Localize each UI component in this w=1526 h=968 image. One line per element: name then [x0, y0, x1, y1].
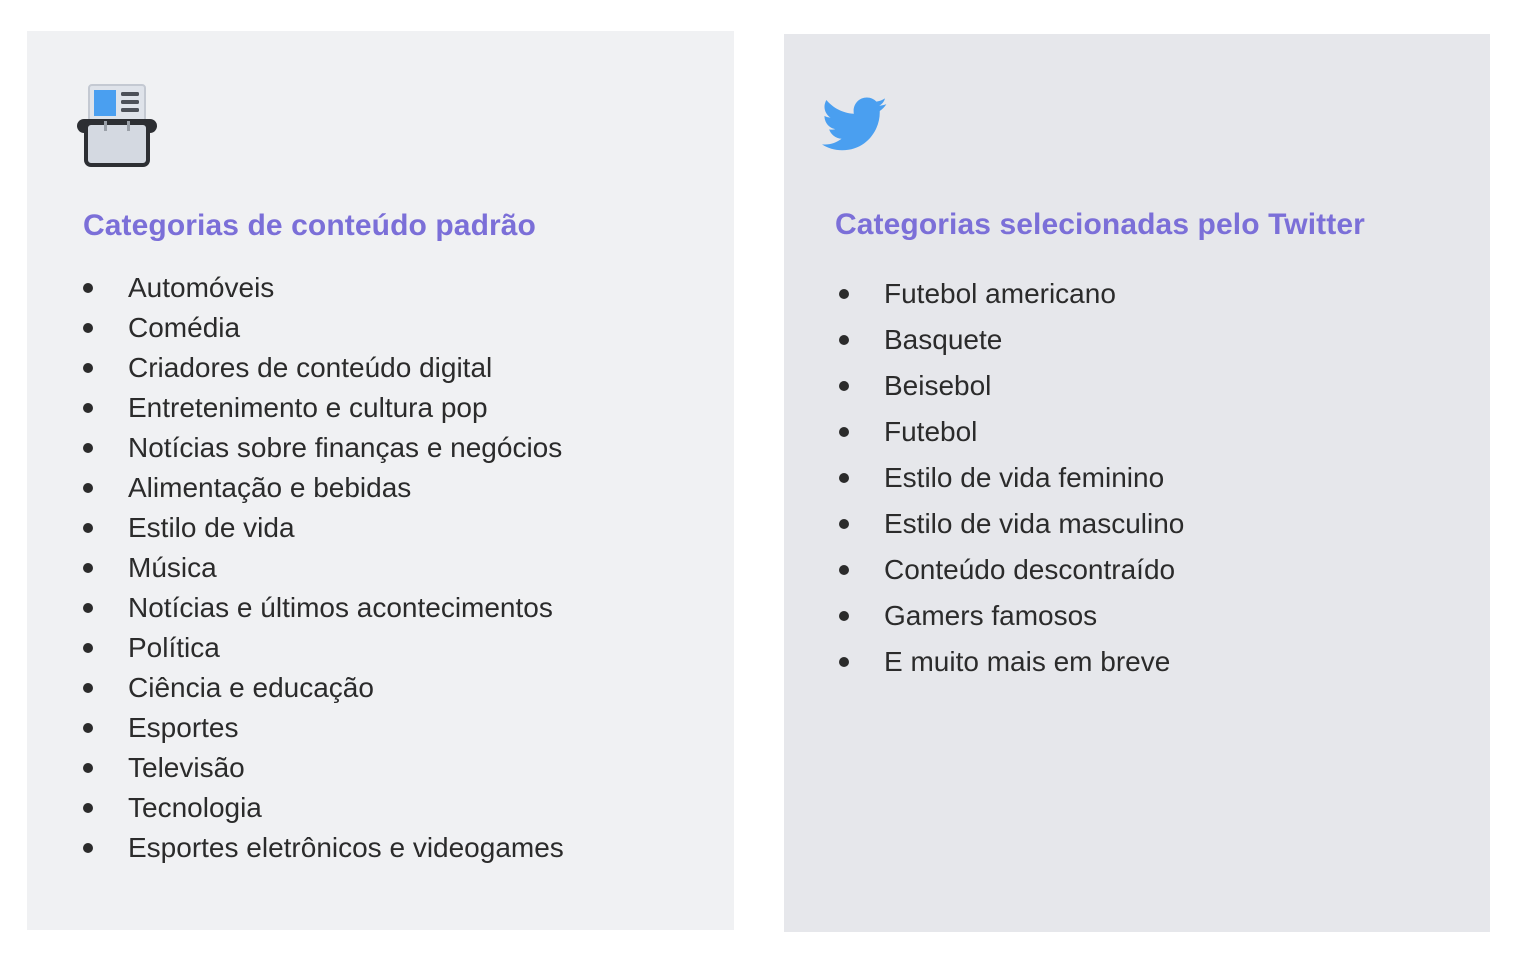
list-item-label: Basquete [884, 324, 1003, 355]
list-item [80, 828, 564, 868]
twitter-bird-icon [822, 96, 888, 154]
list-item [836, 501, 1184, 547]
bullet [83, 443, 93, 453]
list-item [836, 363, 1184, 409]
standard-categories-list [80, 268, 564, 868]
bullet [83, 843, 93, 853]
list-item-label: Futebol [884, 416, 978, 447]
list-item [80, 788, 564, 828]
list-item [80, 348, 564, 388]
bullet [83, 643, 93, 653]
bullet [83, 683, 93, 693]
list-item-label: Esportes eletrônicos e videogames [128, 832, 564, 863]
list-item-label: Criadores de conteúdo digital [128, 352, 493, 383]
twitter-categories-title: Categorias selecionadas pelo Twitter [835, 208, 1365, 241]
list-item-label: Entretenimento e cultura pop [128, 392, 488, 423]
list-item-label: E muito mais em breve [884, 646, 1171, 677]
list-item [80, 708, 564, 748]
list-item-label: Gamers famosos [884, 600, 1098, 631]
list-item [836, 547, 1184, 593]
bullet [839, 381, 849, 391]
list-item [836, 409, 1184, 455]
list-item [80, 548, 564, 588]
list-item-label: Notícias e últimos acontecimentos [128, 592, 553, 623]
list-item [80, 508, 564, 548]
list-item [80, 308, 564, 348]
list-item-label: Futebol americano [884, 278, 1116, 309]
bullet [83, 403, 93, 413]
bullet [83, 323, 93, 333]
bullet [839, 289, 849, 299]
twitter-categories-panel [784, 34, 1490, 932]
bullet [839, 565, 849, 575]
list-item-label: Conteúdo descontraído [884, 554, 1176, 585]
list-item [836, 271, 1184, 317]
list-item-label: Esportes [128, 712, 239, 743]
list-item-label: Automóveis [128, 272, 275, 303]
bullet [83, 603, 93, 613]
bullet [839, 427, 849, 437]
bullet [839, 657, 849, 667]
bullet [83, 483, 93, 493]
standard-categories-panel [27, 31, 734, 930]
list-item [80, 588, 564, 628]
list-item-label: Comédia [128, 312, 241, 343]
list-item [836, 639, 1184, 685]
standard-categories-title: Categorias de conteúdo padrão [83, 209, 536, 242]
bullet [839, 473, 849, 483]
bullet [83, 723, 93, 733]
list-item-label: Estilo de vida [128, 512, 295, 543]
bullet [839, 335, 849, 345]
newspaper-card-index-icon [75, 83, 159, 167]
list-item [80, 268, 564, 308]
list-item [836, 593, 1184, 639]
list-item-label: Beisebol [884, 370, 992, 401]
bullet [839, 519, 849, 529]
list-item-label: Estilo de vida feminino [884, 462, 1165, 493]
list-item-label: Ciência e educação [128, 672, 374, 703]
bullet [83, 563, 93, 573]
list-item [836, 455, 1184, 501]
list-item-label: Música [128, 552, 217, 583]
list-item [80, 388, 564, 428]
bullet [839, 611, 849, 621]
bullet [83, 523, 93, 533]
bullet [83, 803, 93, 813]
list-item [80, 668, 564, 708]
list-item [80, 748, 564, 788]
bullet [83, 763, 93, 773]
bullet [83, 283, 93, 293]
list-item [80, 628, 564, 668]
list-item [836, 317, 1184, 363]
list-item-label: Alimentação e bebidas [128, 472, 412, 503]
list-item-label: Notícias sobre finanças e negócios [128, 432, 563, 463]
list-item-label: Tecnologia [128, 792, 262, 823]
list-item-label: Política [128, 632, 220, 663]
twitter-categories-list [836, 271, 1184, 685]
list-item-label: Estilo de vida masculino [884, 508, 1185, 539]
list-item-label: Televisão [128, 752, 245, 783]
list-item [80, 468, 564, 508]
bullet [83, 363, 93, 373]
list-item [80, 428, 564, 468]
